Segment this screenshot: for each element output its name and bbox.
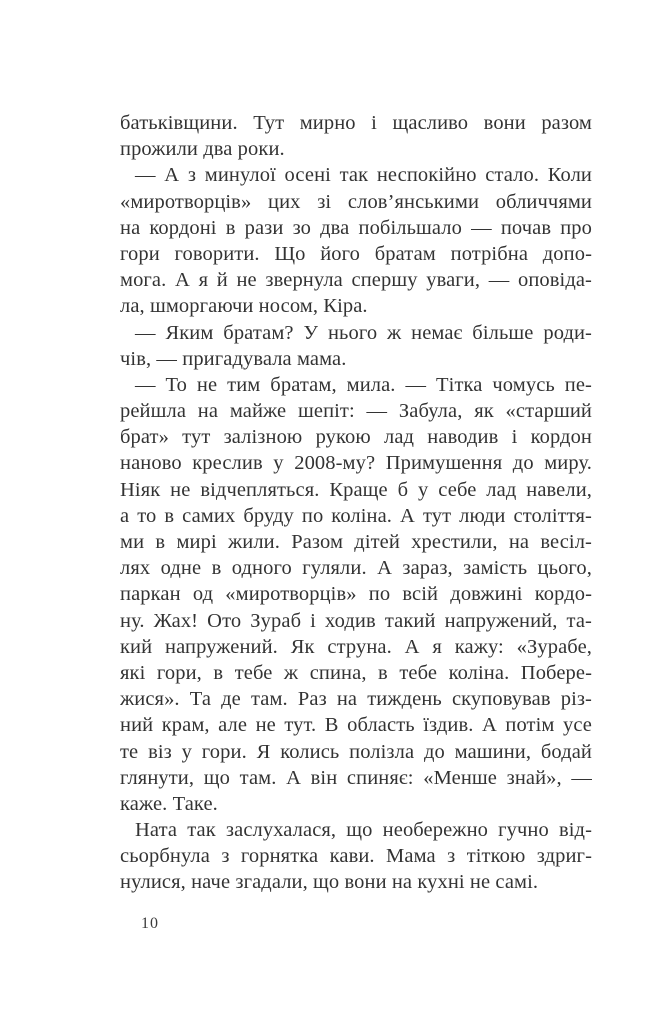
- text-line: прожили два роки.: [120, 138, 285, 161]
- text-line: які гори, в тебе ж спина, в тебе коліна. Побере-: [120, 661, 592, 684]
- text-line: батьківщини. Тут мирно і щасливо вони разом: [120, 112, 592, 134]
- text-line: ну. Жах! Ото Зураб і ходив такий напружений, та-: [120, 609, 592, 632]
- text-line: глянути, що там. А він спиняє: «Менше знай», —: [120, 766, 592, 789]
- text-line: наново креслив у 2008-му? Примушення до миру.: [120, 452, 592, 475]
- text-line: гори говорити. Що його братам потрібна допо-: [120, 242, 592, 265]
- text-line: Ната так заслухалася, що необережно гучно від-: [135, 819, 592, 842]
- text-line: — Яким братам? У нього ж немає більше роди-: [135, 321, 592, 344]
- text-line: чів, — пригадувала мама.: [120, 347, 347, 370]
- text-line: мога. А я й не звернула спершу уваги, — оповіда-: [120, 269, 592, 292]
- text-line: те віз у гори. Я колись полізла до машини, бодай: [120, 740, 592, 763]
- text-line: каже. Таке.: [120, 792, 218, 815]
- text-line: паркан од «миротворців» по всій довжині кордо-: [120, 583, 592, 606]
- page-number: 10: [141, 915, 159, 932]
- text-line: а то в самих бруду по коліна. А тут люди століття-: [120, 504, 592, 527]
- text-line: ла, шморгаючи носом, Кіра.: [120, 295, 368, 318]
- text-line: сьорбнула з горнятка кави. Мама з тіткою здриг-: [120, 845, 592, 868]
- text-line: брат» тут залізною рукою лад наводив і кордон: [120, 426, 592, 449]
- text-line: жися». Та де там. Раз на тиждень скуповував різ-: [120, 688, 592, 711]
- text-line: Ніяк не відчепляться. Краще б у себе лад навели,: [120, 478, 592, 501]
- text-line: кий напружений. Як струна. А я кажу: «Зурабе,: [120, 635, 592, 658]
- text-line: ний крам, але не тут. В область їздив. А потім усе: [120, 714, 592, 737]
- text-line: ми в мирі жили. Разом дітей хрестили, на весіл-: [120, 531, 592, 553]
- text-line: рейшла на майже шепіт: — Забула, як «старший: [120, 400, 592, 423]
- text-line: «миротворців» цих зі слов’янськими обличчями: [120, 190, 592, 213]
- text-line: — А з минулої осені так неспокійно стало. Коли: [135, 164, 592, 187]
- text-line: на кордоні в рази зо два побільшало — почав про: [120, 216, 592, 239]
- text-line: нулися, наче згадали, що вони на кухні не самі.: [120, 871, 539, 894]
- text-line: лях одне в одного гуляли. А зараз, замість цього,: [120, 557, 592, 580]
- text-line: — То не тим братам, мила. — Тітка чомусь пе-: [135, 373, 592, 396]
- page-text: [120, 110, 592, 896]
